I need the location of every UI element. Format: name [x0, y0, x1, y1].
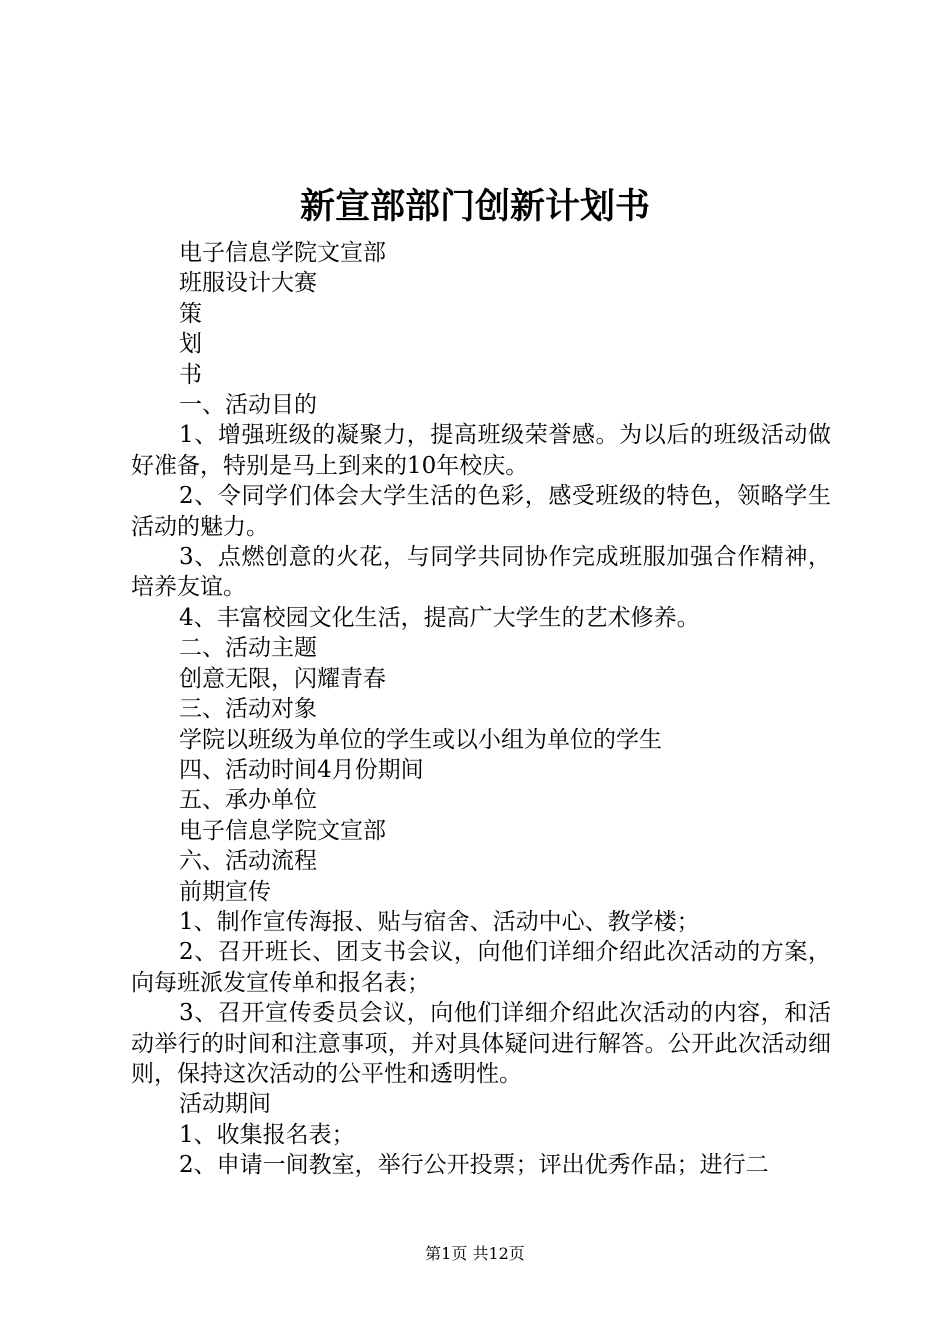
paragraph: 2、申请一间教室，举行公开投票；评出优秀作品；进行二: [179, 1152, 769, 1179]
section-heading: 六、活动流程: [179, 848, 317, 875]
paragraph: 划: [179, 331, 202, 358]
paragraph: 1、制作宣传海报、贴与宿舍、活动中心、教学楼；: [179, 908, 700, 935]
paragraph: 2、令同学们体会大学生活的色彩，感受班级的特色，领略学生活动的魅力。: [131, 483, 831, 540]
section-heading: 一、活动目的: [179, 392, 317, 419]
paragraph: 前期宣传: [179, 878, 271, 905]
paragraph: 3、召开宣传委员会议，向他们详细介绍此次活动的内容，和活动举行的时间和注意事项，并对具体疑问进行解答。公开此次活动细则，保持这次活动的公平性和透明性。: [131, 1000, 831, 1087]
section-heading: 三、活动对象: [179, 696, 317, 723]
paragraph: 书: [179, 361, 202, 388]
paragraph: 学院以班级为单位的学生或以小组为单位的学生: [179, 726, 662, 753]
paragraph: 电子信息学院文宣部: [179, 240, 386, 266]
document-body: [131, 238, 831, 1181]
section-heading: 五、承办单位: [179, 787, 317, 814]
paragraph: 创意无限，闪耀青春: [179, 665, 386, 692]
paragraph: 1、增强班级的凝聚力，提高班级荣誉感。为以后的班级活动做好准备，特别是马上到来的10年校庆。: [131, 422, 831, 479]
paragraph: 1、收集报名表；: [179, 1121, 355, 1148]
section-heading: 四、活动时间4月份期间: [179, 756, 424, 783]
paragraph: 3、点燃创意的火花，与同学共同协作完成班服加强合作精神，培养友谊。: [131, 544, 831, 601]
paragraph: 2、召开班长、团支书会议，向他们详细介绍此次活动的方案，向每班派发宣传单和报名表；: [131, 939, 831, 996]
section-heading: 二、活动主题: [179, 635, 317, 662]
page-footer: 第1页 共12页: [425, 1244, 525, 1263]
paragraph: 4、丰富校园文化生活，提高广大学生的艺术修养。: [179, 604, 700, 631]
paragraph: 策: [179, 300, 202, 327]
paragraph: 活动期间: [179, 1091, 271, 1118]
paragraph: 班服设计大赛: [179, 270, 317, 297]
document-title: 新宣部部门创新计划书: [299, 186, 650, 227]
paragraph: 电子信息学院文宣部: [179, 817, 386, 844]
